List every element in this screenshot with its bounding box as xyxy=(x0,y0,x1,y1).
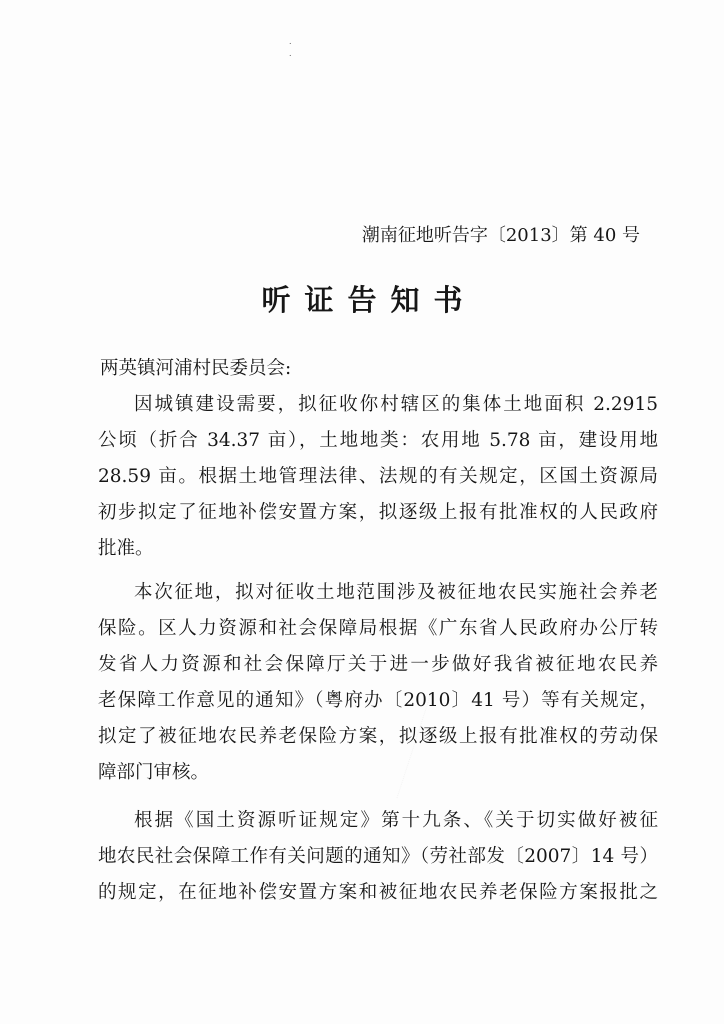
paragraph-line: 拟定了被征地农民养老保险方案，拟逐级上报有批准权的劳动保 xyxy=(98,726,658,747)
document-number: 潮南征地听告字〔2013〕第 40 号 xyxy=(361,225,640,246)
paragraph-line: 根据《国土资源听证规定》第十九条、《关于切实做好被征 xyxy=(134,810,658,831)
document-title: 听证告知书 xyxy=(261,283,477,317)
paragraph-line: 因城镇建设需要，拟征收你村辖区的集体土地面积 2.2915 xyxy=(134,394,658,415)
paragraph-line: 保险。区人力资源和社会保障局根据《广东省人民政府办公厅转 xyxy=(98,618,658,639)
paragraph-3 xyxy=(98,803,658,911)
paragraph-line: 本次征地，拟对征收土地范围涉及被征地农民实施社会养老 xyxy=(134,582,658,603)
addressee: 两英镇河浦村民委员会: xyxy=(100,358,292,379)
paragraph-line: 老保障工作意见的通知》（粤府办〔2010〕41 号）等有关规定， xyxy=(98,690,658,711)
paragraph-line: 障部门审核。 xyxy=(98,762,210,783)
paragraph-line: 公顷（折合 34.37 亩），土地地类：农用地 5.78 亩，建设用地 xyxy=(98,430,658,451)
paragraph-line: 批准。 xyxy=(98,538,154,559)
paragraph-line: 发省人力资源和社会保障厅关于进一步做好我省被征地农民养 xyxy=(98,654,658,675)
scan-specks: ˙ ˙ xyxy=(288,43,307,65)
paragraph-2 xyxy=(98,575,658,791)
paragraph-line: 的规定，在征地补偿安置方案和被征地农民养老保险方案报批之 xyxy=(98,882,658,903)
paragraph-1 xyxy=(98,387,658,567)
paragraph-line: 初步拟定了征地补偿安置方案，拟逐级上报有批准权的人民政府 xyxy=(98,502,658,523)
document-body xyxy=(98,387,658,911)
paragraph-line: 28.59 亩。根据土地管理法律、法规的有关规定，区国土资源局 xyxy=(98,466,658,487)
paragraph-line: 地农民社会保障工作有关问题的通知》（劳社部发〔2007〕14 号） xyxy=(98,846,658,867)
